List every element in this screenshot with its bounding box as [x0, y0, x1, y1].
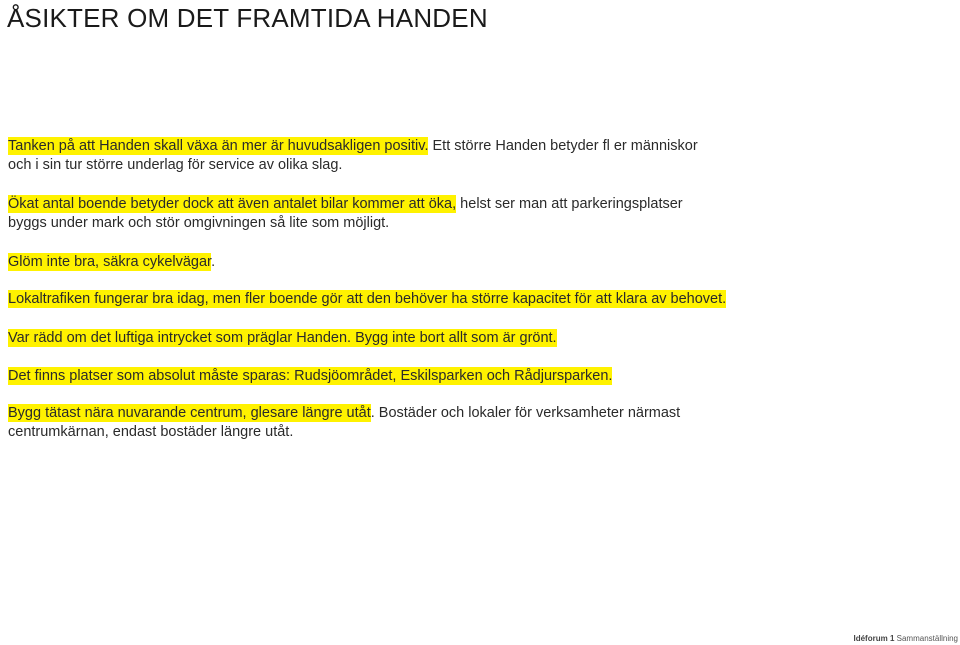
paragraph-text: centrumkärnan, endast bostäder längre utåt. [8, 424, 294, 440]
paragraph-bike-paths [8, 253, 215, 272]
paragraph-density [8, 404, 680, 442]
paragraph-growth [8, 137, 698, 175]
paragraph-text: byggs under mark och stör omgivningen så lite som möjligt. [8, 215, 390, 231]
highlighted-text: Bygg tätast nära nuvarande centrum, glesare längre utåt [8, 405, 371, 421]
footer-section: Sammanställning [894, 634, 958, 643]
paragraph-text: helst ser man att parkeringsplatser [456, 196, 683, 212]
page-footer [854, 634, 959, 643]
paragraph-text: . [211, 254, 216, 270]
highlighted-text: Tanken på att Handen skall växa än mer är huvudsakligen positiv. [8, 138, 429, 154]
highlighted-text: Det finns platser som absolut måste sparas: Rudsjöområdet, Eskilsparken och Rådjursparken. [8, 368, 613, 384]
page-title: ÅSIKTER OM DET FRAMTIDA HANDEN [7, 3, 488, 33]
highlighted-text: Ökat antal boende betyder dock att även antalet bilar kommer att öka, [8, 196, 457, 212]
footer-brand: Idéforum 1 [853, 634, 895, 643]
paragraph-text: . Bostäder och lokaler för verksamheter närmast [370, 405, 681, 421]
paragraph-protected-places [8, 367, 612, 386]
paragraph-text: och i sin tur större underlag för service av olika slag. [8, 157, 343, 173]
highlighted-text: Lokaltrafiken fungerar bra idag, men fler boende gör att den behöver ha större kapacitet för att klara av behovet. [8, 291, 727, 307]
highlighted-text: Glöm inte bra, säkra cykelvägar [8, 254, 212, 270]
paragraph-cars [8, 195, 683, 233]
paragraph-text: Ett större Handen betyder fl er människor [428, 138, 698, 154]
paragraph-local-traffic [8, 290, 726, 309]
paragraph-green-spaces [8, 329, 557, 348]
highlighted-text: Var rädd om det luftiga intrycket som präglar Handen. Bygg inte bort allt som är grönt. [8, 330, 557, 346]
